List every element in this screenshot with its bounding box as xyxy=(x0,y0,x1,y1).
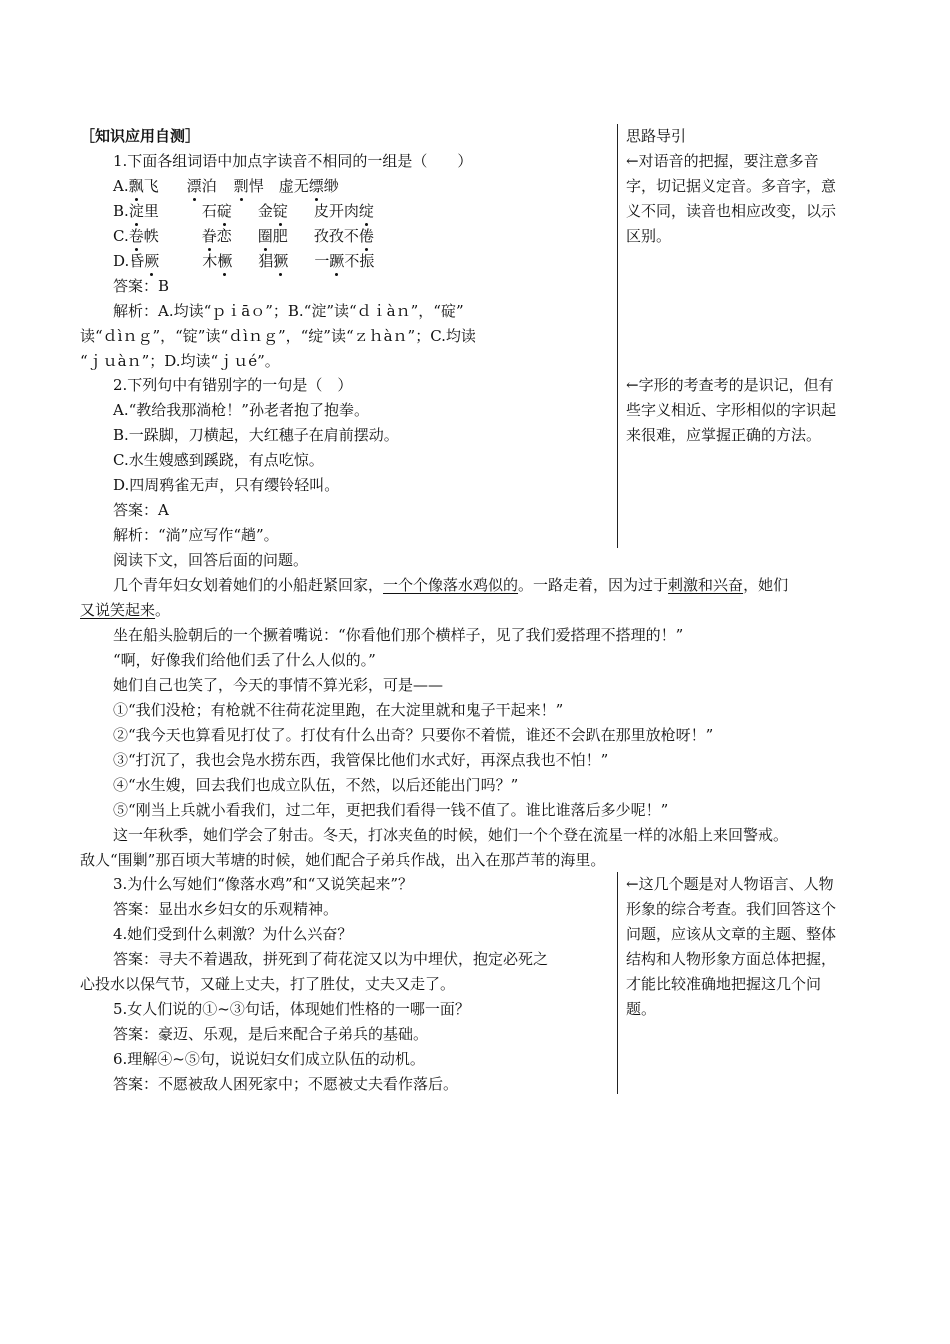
sidebar-note-2-line: 来很难，应掌握正确的方法。 xyxy=(626,426,822,444)
q1-stem: 1.下面各组词语中加点字读音不相同的一组是（ ） xyxy=(113,152,473,170)
q1-answer: 答案：B xyxy=(113,277,170,295)
sidebar-note-3-line: 结构和人物形象方面总体把握， xyxy=(626,950,837,968)
sidebar-note-1-line: 义不同，读音也相应改变，以示 xyxy=(626,202,837,220)
sidebar-note-3-line: 题。 xyxy=(626,1000,657,1018)
section-title: ［知识应用自测］ xyxy=(80,127,201,145)
q2-option: A.“教给我那淌枪！”孙老者抱了抱拳。 xyxy=(113,401,369,419)
passage-intro: 阅读下文，回答后面的问题。 xyxy=(113,551,309,569)
sidebar-note-3-line: 形象的综合考查。我们回答这个 xyxy=(626,900,837,918)
passage-paragraph-1: 几个青年妇女划着她们的小船赶紧回家，一个个像落水鸡似的。一路走着，因为过于刺激和兴奋，她们 xyxy=(113,576,789,594)
sidebar-note-1-line: ←对语音的把握，要注意多音 xyxy=(626,152,819,170)
q1-option-b: B.淀里 石碇 金锭 皮开肉绽 xyxy=(113,199,374,224)
passage-paragraph-cont: 敌人“围剿”那百顷大苇塘的时候，她们配合子弟兵作战，出入在那芦苇的海里。 xyxy=(80,851,606,869)
q5-stem: 5.女人们说的①~③句话，体现她们性格的一哪一面？ xyxy=(113,1000,470,1018)
column-divider-bottom xyxy=(617,872,618,1094)
sidebar-note-1-line: 字，切记据义定音。多音字，意 xyxy=(626,177,837,195)
q1-option-a: A.飘飞 漂泊 剽悍 虚无缥缈 xyxy=(113,174,339,199)
passage-paragraph: 这一年秋季，她们学会了射击。冬天，打冰夹鱼的时候，她们一个个登在流星一样的冰船上来回警戒。 xyxy=(113,826,789,844)
passage-paragraph: 她们自己也笑了，今天的事情不算光彩，可是—— xyxy=(113,676,444,694)
q1-option-d: D.昏厥 木橛 猖獗 一蹶不振 xyxy=(113,249,374,274)
q2-option: D.四周鸦雀无声，只有缨铃轻叫。 xyxy=(113,476,340,494)
passage-quote: ③“打沉了，我也会凫水捞东西，我管保比他们水式好，再深点我也不怕！” xyxy=(113,751,609,769)
passage-quote: ④“水生嫂，回去我们也成立队伍，不然，以后还能出门吗？” xyxy=(113,776,519,794)
q4-answer: 答案：寻夫不着遇敌，拼死到了荷花淀又以为中埋伏，抱定必死之 xyxy=(113,950,549,968)
q2-analysis: 解析：“淌”应写作“趟”。 xyxy=(113,526,279,544)
q6-answer: 答案：不愿被敌人困死家中；不愿被丈夫看作落后。 xyxy=(113,1075,459,1093)
sidebar-note-3-line: 问题，应该从文章的主题、整体 xyxy=(626,925,837,943)
passage-paragraph-1-cont: 又说笑起来。 xyxy=(80,601,171,619)
sidebar-note-2-line: ←字形的考查考的是识记，但有 xyxy=(626,376,834,394)
passage-paragraph: “啊，好像我们给他们丢了什么人似的。” xyxy=(113,651,376,669)
sidebar-note-1-line: 区别。 xyxy=(626,227,672,245)
passage-quote: ⑤“刚当上兵就小看我们，过二年，更把我们看得一钱不值了。谁比谁落后多少呢！” xyxy=(113,801,669,819)
sidebar-title: 思路导引 xyxy=(626,127,687,145)
q1-analysis-line: 读“ｄìｎｇ”，“锭”读“ｄìｎｇ”，“绽”读“ｚｈàｎ”；C.均读 xyxy=(80,327,476,345)
passage-quote: ②“我今天也算看见打仗了。打仗有什么出奇？只要你不着慌，谁还不会趴在那里放枪呀！” xyxy=(113,726,714,744)
q5-answer: 答案：豪迈、乐观，是后来配合子弟兵的基础。 xyxy=(113,1025,429,1043)
q3-answer: 答案：显出水乡妇女的乐观精神。 xyxy=(113,900,339,918)
q4-stem: 4.她们受到什么刺激？为什么兴奋？ xyxy=(113,925,353,943)
q1-analysis-line: 解析：A.均读“ｐｉāｏ”；B.“淀”读“ｄｉàｎ”，“碇” xyxy=(113,302,464,320)
q6-stem: 6.理解④~⑤句，说说妇女们成立队伍的动机。 xyxy=(113,1050,425,1068)
sidebar-note-2-line: 些字义相近、字形相似的字识起 xyxy=(626,401,837,419)
q2-option: B.一跺脚，刀横起，大红穗子在肩前摆动。 xyxy=(113,426,399,444)
column-divider-top xyxy=(617,124,618,548)
sidebar-note-3-line: ←这几个题是对人物语言、人物 xyxy=(626,875,834,893)
q2-option: C.水生嫂感到蹊跷，有点吃惊。 xyxy=(113,451,324,469)
q1-option-c: C.卷帙 眷恋 圈肥 孜孜不倦 xyxy=(113,224,374,249)
q2-stem: 2.下列句中有错别字的一句是（ ） xyxy=(113,376,353,394)
q2-answer: 答案：A xyxy=(113,501,169,519)
q1-analysis-line: “ｊｕàｎ”；D.均读“ｊｕé”。 xyxy=(80,352,280,370)
sidebar-note-3-line: 才能比较准确地把握这几个问 xyxy=(626,975,822,993)
passage-paragraph: 坐在船头脸朝后的一个撅着嘴说：“你看他们那个横样子，见了我们爱搭理不搭理的！” xyxy=(113,626,684,644)
q4-answer-cont: 心投水以保气节，又碰上丈夫，打了胜仗，丈夫又走了。 xyxy=(80,975,456,993)
passage-quote: ①“我们没枪；有枪就不往荷花淀里跑，在大淀里就和鬼子干起来！” xyxy=(113,701,564,719)
q3-stem: 3.为什么写她们“像落水鸡”和“又说笑起来”？ xyxy=(113,875,413,893)
